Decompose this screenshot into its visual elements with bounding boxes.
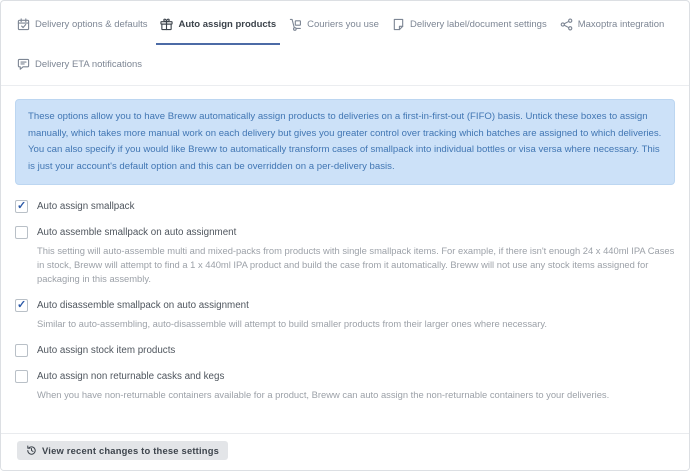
checkbox-auto-disassemble-smallpack[interactable] [15,299,28,312]
checkbox-auto-assign-non-returnable[interactable] [15,370,28,383]
tab-label: Delivery label/document settings [409,19,547,30]
tab-couriers-you-use[interactable] [285,5,383,45]
tab-maxoptra-integration[interactable] [556,5,669,45]
view-recent-changes-label: View recent changes to these settings [42,445,220,456]
checkbox-auto-assign-smallpack[interactable] [15,200,28,213]
info-banner: These options allow you to have Breww automatically assign products to deliveries on a first-in-first-out (FIFO) basis. Untick these boxes to assign manually, which takes more manual work on each delivery but gives you greater control over tracking which batches are assigned to which deliveries. You can also specify if you would like Breww to automatically transform cases of smallpack into individual bottles or visa versa where necessary. This is just your account's default option and this can be overridden on a per-delivery basis. [15,99,675,185]
settings-footer [1,433,689,470]
setting-auto-assign-non-returnable [15,370,675,402]
setting-auto-assemble-smallpack [15,226,675,286]
setting-label[interactable]: Auto assign non returnable casks and kegs [37,371,225,383]
setting-auto-assign-smallpack [15,200,675,213]
setting-auto-assign-stock-items [15,344,675,357]
note-icon [392,18,405,31]
setting-label[interactable]: Auto assemble smallpack on auto assignment [37,227,237,238]
setting-description: Similar to auto-assembling, auto-disassemble will attempt to build smaller products from their larger ones where necessary. [37,318,547,330]
tab-label: Auto assign products [178,19,277,30]
tab-label: Maxoptra integration [577,19,665,30]
comment-icon [17,58,30,71]
hand-truck-icon [289,18,302,31]
tab-delivery-label-document-settings[interactable] [388,5,551,45]
settings-content [1,86,689,458]
tab-label: Couriers you use [307,19,379,30]
tab-label: Delivery ETA notifications [35,59,143,70]
tab-auto-assign-products[interactable] [156,5,280,45]
history-icon [26,445,37,456]
setting-description: When you have non-returnable containers available for a product, Breww can auto assign the non-returnable containers to your deliveries. [37,389,610,401]
gift-icon [160,18,173,31]
calendar-check-icon [17,18,30,31]
tab-delivery-eta-notifications[interactable] [13,45,146,85]
integration-icon [560,18,573,31]
tab-bar [1,1,689,86]
checkbox-auto-assign-stock-items[interactable] [15,344,28,357]
view-recent-changes-button[interactable] [17,441,228,460]
tab-label: Delivery options & defaults [35,19,148,30]
setting-label[interactable]: Auto assign stock item products [37,345,176,357]
setting-auto-disassemble-smallpack [15,299,675,331]
setting-label[interactable]: Auto assign smallpack [37,201,135,212]
checkbox-auto-assemble-smallpack[interactable] [15,226,28,239]
setting-label[interactable]: Auto disassemble smallpack on auto assignment [37,300,249,312]
tab-delivery-options-defaults[interactable] [13,5,151,45]
setting-description: This setting will auto-assemble multi and mixed-packs from products with single smallpack items. For example, if there isn't enough 24 x 440ml IPA Cases in stock, Breww will attempt to find a 1 x 440ml IPA product and build the case from it automatically. Breww will not use any stock items assigned for packaging in this assembly. [37,245,675,285]
